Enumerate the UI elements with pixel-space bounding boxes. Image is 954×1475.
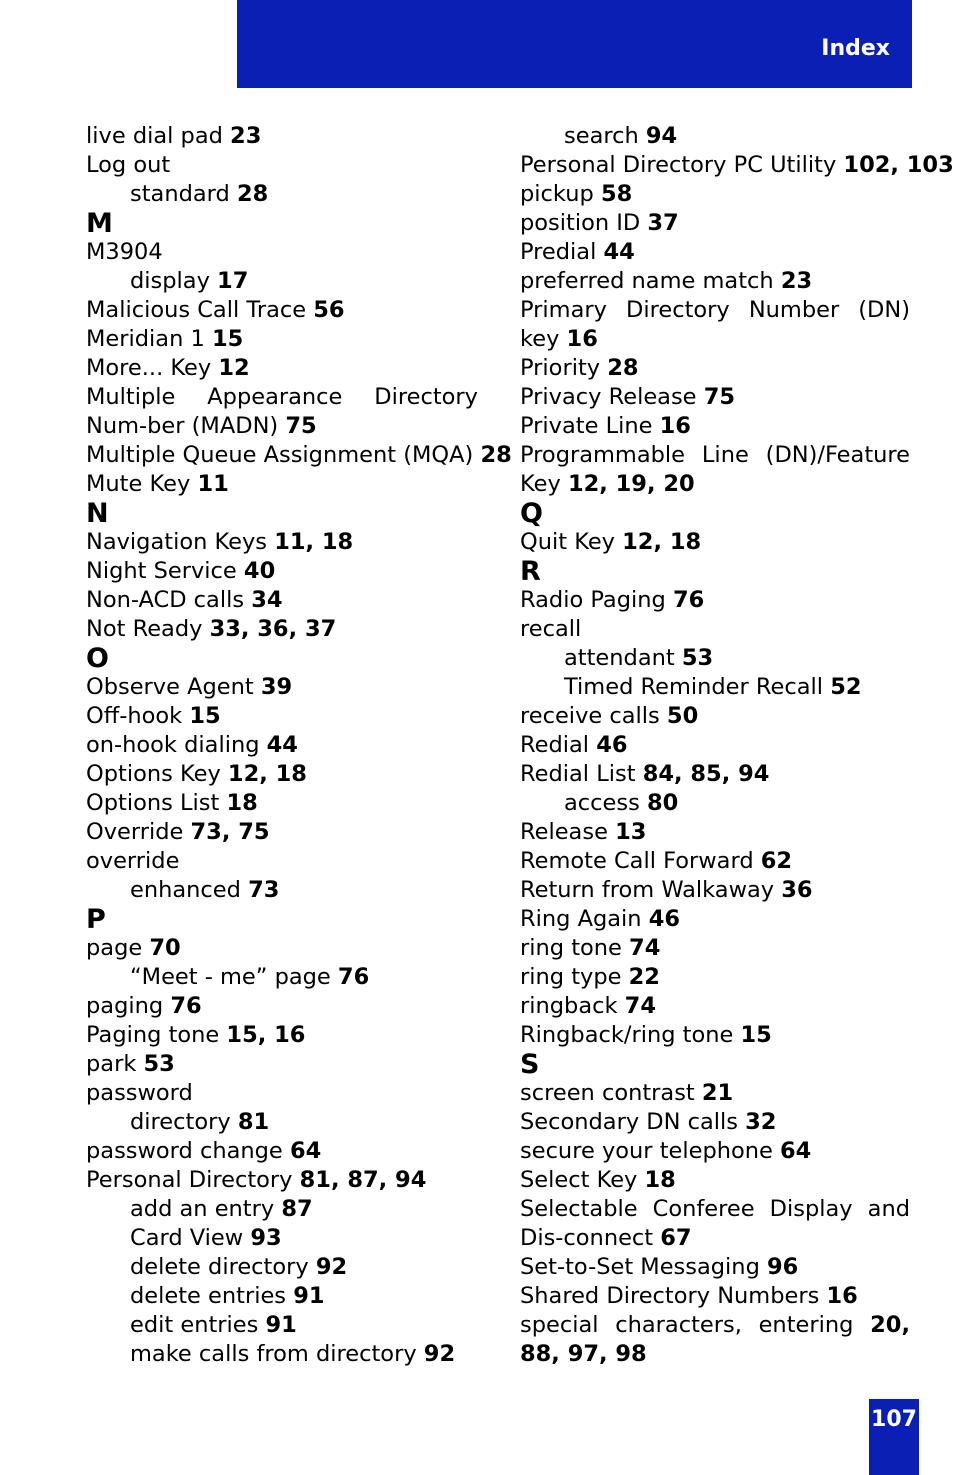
index-entry bbox=[520, 1253, 910, 1282]
index-entry bbox=[520, 818, 910, 847]
index-term: Multiple Appearance Directory Num-ber (MADN) bbox=[86, 384, 478, 439]
index-subentry bbox=[86, 1253, 478, 1282]
index-page-refs: 12, 18 bbox=[622, 529, 702, 555]
index-page-refs: 40 bbox=[243, 558, 276, 584]
index-page-refs: 21 bbox=[701, 1080, 734, 1106]
index-page-refs: 84, 85, 94 bbox=[642, 761, 770, 787]
index-entry bbox=[86, 528, 478, 557]
index-term: password change bbox=[86, 1138, 290, 1164]
index-entry bbox=[86, 934, 478, 963]
index-page-refs: 46 bbox=[648, 906, 681, 932]
index-section-letter: N bbox=[86, 498, 109, 529]
page-number: 107 bbox=[871, 1407, 917, 1432]
index-term: Remote Call Forward bbox=[520, 848, 761, 874]
index-page-refs: 16 bbox=[566, 326, 598, 352]
index-page-refs: 15 bbox=[211, 326, 244, 352]
index-page-refs: 52 bbox=[830, 674, 862, 700]
index-term: Ringback/ring tone bbox=[520, 1022, 741, 1048]
index-term: position ID bbox=[520, 210, 648, 236]
index-entry bbox=[520, 209, 910, 238]
index-term: on-hook dialing bbox=[86, 732, 267, 758]
index-term: Card View bbox=[130, 1225, 251, 1251]
index-page-refs: 87 bbox=[281, 1196, 313, 1222]
index-entry bbox=[86, 1021, 478, 1050]
page-title: Index bbox=[821, 36, 890, 61]
index-page-refs: 46 bbox=[596, 732, 628, 758]
index-page-refs: 91 bbox=[265, 1312, 297, 1338]
index-entry bbox=[520, 1021, 910, 1050]
index-page-refs: 34 bbox=[251, 587, 283, 613]
index-term: Shared Directory Numbers bbox=[520, 1283, 827, 1309]
index-subentry bbox=[520, 673, 910, 702]
index-entry bbox=[86, 731, 478, 760]
index-term: override bbox=[86, 848, 180, 874]
index-entry bbox=[520, 1282, 910, 1311]
index-term: Priority bbox=[520, 355, 608, 381]
index-entry bbox=[86, 760, 478, 789]
index-term: directory bbox=[130, 1109, 238, 1135]
index-page-refs: 13 bbox=[615, 819, 647, 845]
index-page-refs: 23 bbox=[230, 123, 262, 149]
index-term: Release bbox=[520, 819, 616, 845]
index-entry bbox=[520, 180, 910, 209]
index-page-refs: 33, 36, 37 bbox=[209, 616, 337, 642]
index-term: paging bbox=[86, 993, 171, 1019]
index-term: password bbox=[86, 1080, 193, 1106]
index-page-refs: 15 bbox=[189, 703, 221, 729]
index-entry bbox=[86, 470, 478, 499]
index-term: Override bbox=[86, 819, 191, 845]
index-page-refs: 18 bbox=[644, 1167, 676, 1193]
index-page-refs: 37 bbox=[647, 210, 679, 236]
index-term: Mute Key bbox=[86, 471, 198, 497]
index-page-refs: 28 bbox=[236, 181, 269, 207]
index-entry bbox=[520, 441, 910, 499]
index-entry bbox=[86, 383, 478, 441]
index-subentry bbox=[86, 876, 478, 905]
index-term: special characters, entering bbox=[520, 1312, 871, 1338]
index-section-letter: P bbox=[86, 904, 106, 935]
index-page-refs: 53 bbox=[681, 645, 714, 671]
index-entry bbox=[520, 1166, 910, 1195]
index-page-refs: 18 bbox=[226, 790, 258, 816]
index-entry bbox=[86, 992, 478, 1021]
index-term: Options List bbox=[86, 790, 227, 816]
index-subentry bbox=[86, 1282, 478, 1311]
index-term: “Meet - me” page bbox=[130, 964, 338, 990]
index-entry bbox=[520, 615, 910, 644]
index-page-refs: 76 bbox=[672, 587, 705, 613]
index-term: search bbox=[564, 123, 646, 149]
index-entry bbox=[520, 702, 910, 731]
index-term: display bbox=[130, 268, 218, 294]
index-term: live dial pad bbox=[86, 123, 231, 149]
index-entry bbox=[520, 238, 910, 267]
index-entry bbox=[520, 905, 910, 934]
index-page-refs: 28 bbox=[607, 355, 639, 381]
index-term: M3904 bbox=[86, 239, 163, 265]
index-term: park bbox=[86, 1051, 144, 1077]
index-term: Selectable Conferee Display and Dis-connect bbox=[520, 1196, 910, 1251]
index-entry bbox=[520, 760, 910, 789]
index-entry bbox=[86, 818, 478, 847]
index-entry bbox=[520, 876, 910, 905]
index-entry bbox=[86, 557, 478, 586]
header-bar bbox=[237, 0, 912, 88]
index-page-refs: 92 bbox=[423, 1341, 456, 1367]
index-term: access bbox=[564, 790, 647, 816]
index-entry bbox=[86, 702, 478, 731]
index-page-refs: 73 bbox=[248, 877, 280, 903]
index-entry bbox=[86, 586, 478, 615]
index-term: Timed Reminder Recall bbox=[564, 674, 831, 700]
index-page-refs: 15 bbox=[740, 1022, 772, 1048]
index-entry bbox=[520, 847, 910, 876]
index-page-refs: 102, 103 bbox=[843, 152, 954, 178]
index-page-refs: 92 bbox=[315, 1254, 348, 1280]
index-entry bbox=[86, 122, 478, 151]
index-page-refs: 75 bbox=[703, 384, 735, 410]
index-term: page bbox=[86, 935, 150, 961]
index-page-refs: 64 bbox=[780, 1138, 812, 1164]
index-entry bbox=[520, 383, 910, 412]
index-section-letter: M bbox=[86, 208, 113, 239]
index-entry bbox=[520, 151, 954, 180]
index-subentry bbox=[520, 644, 910, 673]
index-page-refs: 44 bbox=[266, 732, 298, 758]
index-term: Redial List bbox=[520, 761, 643, 787]
index-page-refs: 74 bbox=[629, 935, 661, 961]
index-term: Options Key bbox=[86, 761, 228, 787]
index-term: pickup bbox=[520, 181, 601, 207]
index-entry bbox=[86, 847, 478, 876]
index-page-refs: 93 bbox=[250, 1225, 282, 1251]
index-section-letter: R bbox=[520, 556, 541, 587]
index-section-letter: S bbox=[520, 1049, 540, 1080]
index-entry bbox=[86, 296, 478, 325]
index-entry bbox=[520, 992, 910, 1021]
index-entry bbox=[520, 1079, 910, 1108]
index-term: receive calls bbox=[520, 703, 667, 729]
index-page-refs: 22 bbox=[628, 964, 660, 990]
index-term: Meridian 1 bbox=[86, 326, 212, 352]
index-entry bbox=[86, 1079, 478, 1108]
index-page-refs: 96 bbox=[767, 1254, 799, 1280]
index-entry bbox=[86, 673, 478, 702]
index-subentry bbox=[520, 122, 910, 151]
index-page-refs: 50 bbox=[666, 703, 699, 729]
index-entry bbox=[520, 267, 910, 296]
index-page-refs: 11 bbox=[197, 471, 229, 497]
index-entry bbox=[520, 296, 910, 354]
index-entry bbox=[86, 325, 478, 354]
index-page-refs: 12 bbox=[218, 355, 250, 381]
index-page-refs: 12, 18 bbox=[227, 761, 307, 787]
index-page-refs: 76 bbox=[337, 964, 370, 990]
index-subentry bbox=[520, 789, 910, 818]
index-term: preferred name match bbox=[520, 268, 781, 294]
index-page-refs: 36 bbox=[781, 877, 813, 903]
index-entry bbox=[520, 934, 910, 963]
index-entry bbox=[520, 731, 910, 760]
index-page-refs: 58 bbox=[600, 181, 633, 207]
index-term: Radio Paging bbox=[520, 587, 673, 613]
index-term: Private Line bbox=[520, 413, 660, 439]
index-page-refs: 28 bbox=[480, 442, 512, 468]
index-page-refs: 56 bbox=[313, 297, 345, 323]
index-entry bbox=[520, 586, 910, 615]
index-column-right bbox=[520, 122, 954, 1369]
index-entry bbox=[520, 412, 910, 441]
index-entry bbox=[86, 1050, 478, 1079]
index-subentry bbox=[86, 180, 478, 209]
index-page-refs: 73, 75 bbox=[190, 819, 270, 845]
index-page-refs: 44 bbox=[603, 239, 635, 265]
index-entry bbox=[520, 528, 910, 557]
index-term: More... Key bbox=[86, 355, 219, 381]
index-page-refs: 80 bbox=[646, 790, 679, 816]
index-column-left bbox=[86, 122, 512, 1369]
index-page-refs: 15, 16 bbox=[226, 1022, 306, 1048]
index-page-refs: 70 bbox=[149, 935, 181, 961]
index-page-refs: 11, 18 bbox=[274, 529, 354, 555]
index-term: screen contrast bbox=[520, 1080, 702, 1106]
index-page-refs: 94 bbox=[645, 123, 678, 149]
index-term: add an entry bbox=[130, 1196, 282, 1222]
index-term: Log out bbox=[86, 152, 171, 178]
index-page-refs: 81 bbox=[237, 1109, 270, 1135]
index-page-refs: 23 bbox=[780, 268, 813, 294]
index-term: Not Ready bbox=[86, 616, 210, 642]
index-page-refs: 16 bbox=[826, 1283, 858, 1309]
index-term: Primary Directory Number (DN) key bbox=[520, 297, 910, 352]
index-term: Off-hook bbox=[86, 703, 190, 729]
index-term: Secondary DN calls bbox=[520, 1109, 746, 1135]
index-entry bbox=[520, 354, 910, 383]
index-subentry bbox=[86, 1195, 478, 1224]
index-entry bbox=[520, 1137, 910, 1166]
index-term: Personal Directory PC Utility bbox=[520, 152, 844, 178]
index-page-refs: 76 bbox=[170, 993, 202, 1019]
index-term: Navigation Keys bbox=[86, 529, 275, 555]
index-entry bbox=[520, 963, 910, 992]
index-page-refs: 62 bbox=[760, 848, 793, 874]
index-subentry bbox=[86, 1311, 478, 1340]
page-number-box bbox=[869, 1399, 919, 1475]
index-entry bbox=[86, 1166, 478, 1195]
index-term: Return from Walkaway bbox=[520, 877, 782, 903]
index-term: make calls from directory bbox=[130, 1341, 424, 1367]
index-term: Redial bbox=[520, 732, 597, 758]
index-term: Observe Agent bbox=[86, 674, 261, 700]
index-section-letter: O bbox=[86, 643, 109, 674]
index-term: Ring Again bbox=[520, 906, 649, 932]
index-entry bbox=[520, 1195, 910, 1253]
index-page-refs: 12, 19, 20 bbox=[567, 471, 695, 497]
index-term: Predial bbox=[520, 239, 604, 265]
index-subentry bbox=[86, 1340, 478, 1369]
index-term: Quit Key bbox=[520, 529, 623, 555]
index-entry bbox=[86, 441, 512, 470]
index-page-refs: 74 bbox=[624, 993, 656, 1019]
index-page-refs: 53 bbox=[143, 1051, 175, 1077]
index-term: Set-to-Set Messaging bbox=[520, 1254, 768, 1280]
index-entry bbox=[86, 1137, 478, 1166]
index-page-refs: 64 bbox=[289, 1138, 322, 1164]
index-term: enhanced bbox=[130, 877, 249, 903]
index-page-refs: 81, 87, 94 bbox=[299, 1167, 427, 1193]
index-term: attendant bbox=[564, 645, 682, 671]
index-page-refs: 75 bbox=[285, 413, 317, 439]
index-term: Privacy Release bbox=[520, 384, 704, 410]
index-entry bbox=[86, 354, 478, 383]
index-term: Multiple Queue Assignment (MQA) bbox=[86, 442, 481, 468]
index-term: delete entries bbox=[130, 1283, 294, 1309]
index-term: Malicious Call Trace bbox=[86, 297, 314, 323]
index-section-letter: Q bbox=[520, 498, 543, 529]
index-page-refs: 91 bbox=[293, 1283, 325, 1309]
index-subentry bbox=[86, 963, 478, 992]
index-term: delete directory bbox=[130, 1254, 316, 1280]
index-term: Select Key bbox=[520, 1167, 645, 1193]
index-entry bbox=[86, 151, 478, 180]
index-entry bbox=[86, 789, 478, 818]
index-page-refs: 67 bbox=[660, 1225, 692, 1251]
index-entry bbox=[520, 1311, 910, 1369]
index-term: Paging tone bbox=[86, 1022, 227, 1048]
index-page-refs: 39 bbox=[260, 674, 293, 700]
index-term: ringback bbox=[520, 993, 625, 1019]
index-term: secure your telephone bbox=[520, 1138, 781, 1164]
index-page-refs: 20, 88, 97, 98 bbox=[520, 1312, 910, 1367]
index-term: Programmable Line (DN)/Feature Key bbox=[520, 442, 910, 497]
index-term: Non-ACD calls bbox=[86, 587, 252, 613]
index-page-refs: 16 bbox=[659, 413, 691, 439]
index-term: edit entries bbox=[130, 1312, 266, 1338]
index-entry bbox=[520, 1108, 910, 1137]
index-term: ring type bbox=[520, 964, 629, 990]
index-term: Personal Directory bbox=[86, 1167, 300, 1193]
index-subentry bbox=[86, 1224, 478, 1253]
index-entry bbox=[86, 238, 478, 267]
index-subentry bbox=[86, 1108, 478, 1137]
index-term: recall bbox=[520, 616, 582, 642]
index-term: standard bbox=[130, 181, 237, 207]
index-term: Night Service bbox=[86, 558, 244, 584]
index-term: ring tone bbox=[520, 935, 630, 961]
index-page-refs: 17 bbox=[217, 268, 249, 294]
index-subentry bbox=[86, 267, 478, 296]
index-entry bbox=[86, 615, 478, 644]
index-page-refs: 32 bbox=[745, 1109, 777, 1135]
